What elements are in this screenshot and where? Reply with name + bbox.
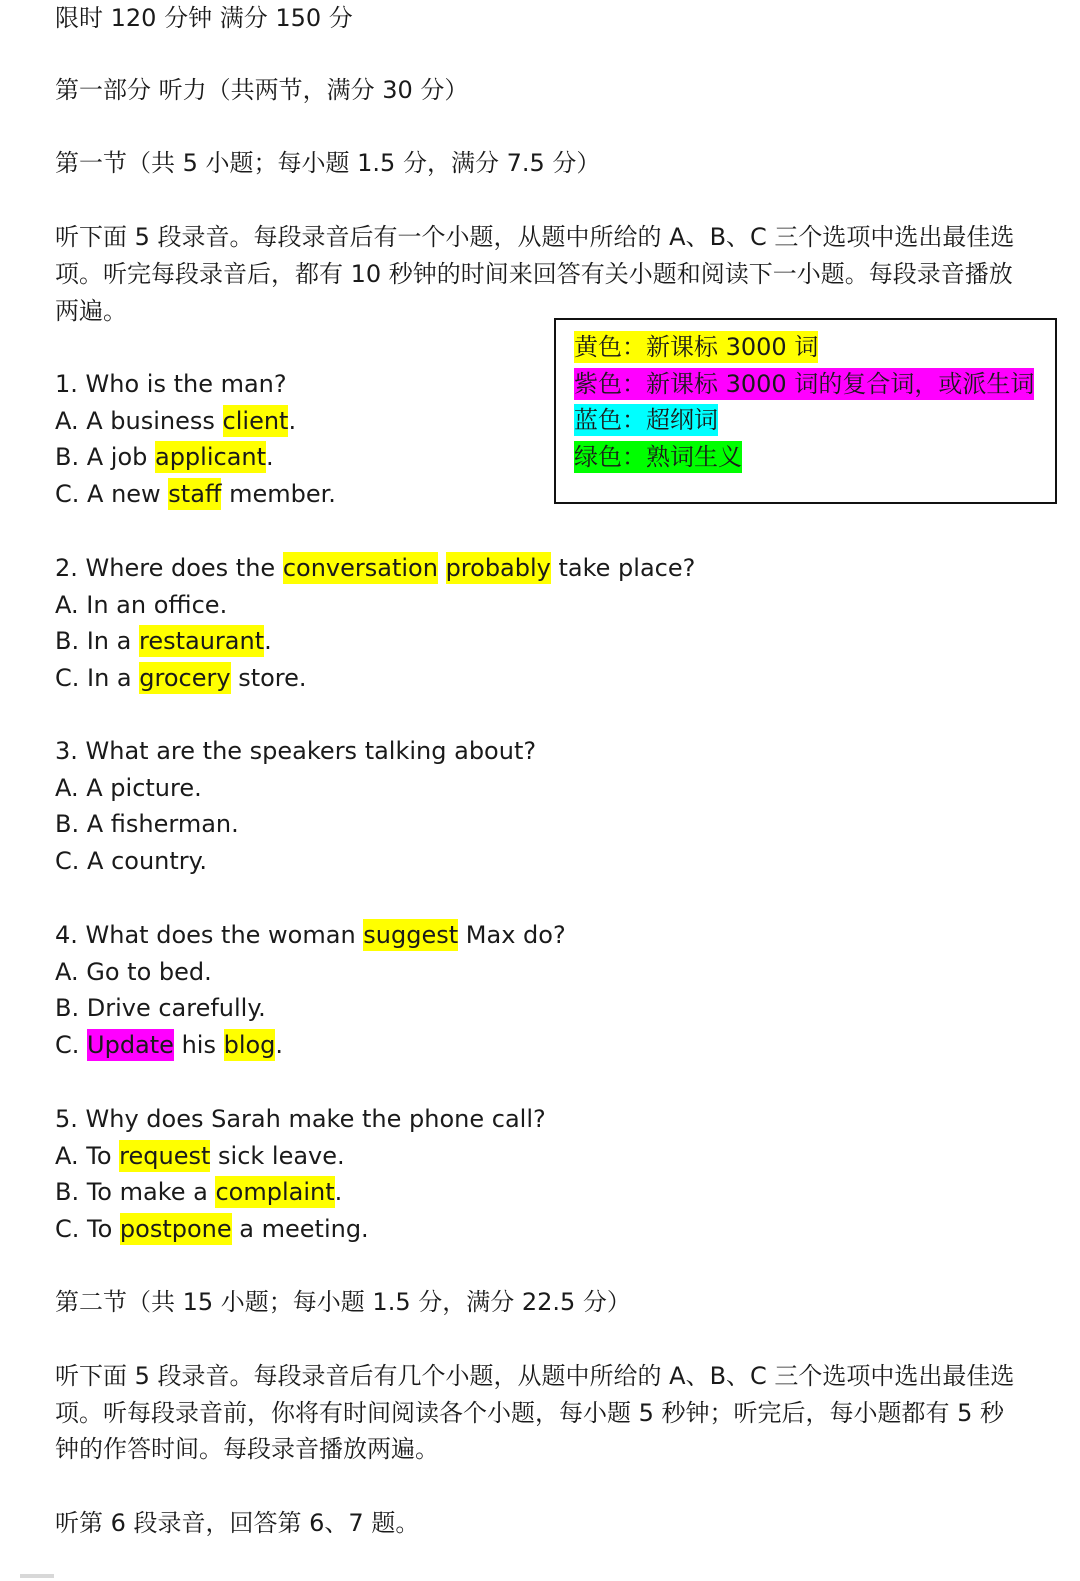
text-segment: 2. Where does the <box>55 554 283 582</box>
part1-title: 第一部分 听力（共两节，满分 30 分） <box>55 76 469 104</box>
section1-instructions-line3: 两遍。 <box>55 297 127 325</box>
highlighted-word: request <box>119 1141 211 1170</box>
question-5-option-b <box>55 1174 342 1210</box>
text-segment: . <box>275 1031 284 1060</box>
section2-instructions-line3: 钟的作答时间。每段录音播放两遍。 <box>55 1435 439 1463</box>
section2-instructions-line2: 项。听每段录音前，你将有时间阅读各个小题，每小题 5 秒钟；听完后，每小题都有 5 秒 <box>55 1399 1005 1427</box>
question-5-option-a <box>55 1138 345 1174</box>
text-segment: . <box>264 627 272 656</box>
text-segment: . <box>266 443 274 472</box>
section2-title: 第二节（共 15 小题；每小题 1.5 分，满分 22.5 分） <box>55 1288 631 1316</box>
text-segment: 4. What does the woman <box>55 921 364 949</box>
question-3-stem <box>55 733 536 769</box>
text-segment: C. <box>55 1031 88 1060</box>
section2-instructions-line1: 听下面 5 段录音。每段录音后有几个小题，从题中所给的 A、B、C 三个选项中选出最佳选 <box>55 1362 1015 1390</box>
text-segment: take place? <box>550 554 696 582</box>
color-legend-box <box>554 318 1057 504</box>
question-2-stem <box>55 550 695 586</box>
legend-entry-yellow <box>574 330 818 364</box>
legend-entry-magenta <box>574 367 1034 401</box>
question-4-option-a <box>55 954 212 990</box>
text-segment: B. A job <box>55 443 155 472</box>
question-3-option-c <box>55 843 207 879</box>
legend-text: 黄色：新课标 3000 词 <box>574 333 819 361</box>
text-segment: his <box>173 1031 224 1060</box>
question-4-option-c <box>55 1027 283 1063</box>
highlighted-word: staff <box>168 480 222 509</box>
text-segment: B. Drive carefully. <box>55 994 266 1023</box>
question-5-option-c <box>55 1211 369 1247</box>
legend-text: 绿色：熟词生义 <box>574 443 742 471</box>
question-1-option-c <box>55 476 336 512</box>
highlighted-word: grocery <box>139 664 231 693</box>
question-5-stem <box>55 1101 546 1137</box>
exam-time-score: 限时 120 分钟 满分 150 分 <box>55 4 353 32</box>
text-segment: Max do? <box>458 921 566 949</box>
question-1-option-b <box>55 439 274 475</box>
question-1-stem <box>55 366 287 402</box>
text-segment: C. In a <box>55 664 140 693</box>
text-segment: A. A business <box>55 406 223 435</box>
question-4-stem <box>55 917 566 953</box>
text-segment: . <box>288 406 297 435</box>
legend-text: 蓝色：超纲词 <box>574 406 718 434</box>
highlighted-word: Update <box>87 1031 174 1060</box>
question-3-option-a <box>55 770 202 806</box>
highlighted-word: conversation <box>282 554 438 582</box>
text-segment: B. To make a <box>55 1178 216 1207</box>
highlighted-word: restaurant <box>138 627 265 656</box>
text-segment: sick leave. <box>210 1141 345 1170</box>
text-segment: B. A fisherman. <box>55 810 239 839</box>
highlighted-word: probably <box>445 554 551 582</box>
text-segment <box>438 554 446 582</box>
text-segment: A. A picture. <box>55 773 202 802</box>
question-3-option-b <box>55 806 239 842</box>
highlighted-word: complaint <box>215 1178 335 1207</box>
text-segment: C. A new <box>55 480 169 509</box>
text-segment: A. Go to bed. <box>55 957 212 986</box>
text-segment: . <box>334 1178 343 1207</box>
text-segment: B. In a <box>55 627 139 656</box>
question-4-option-b <box>55 990 266 1026</box>
highlighted-word: suggest <box>363 921 459 949</box>
text-segment: a meeting. <box>231 1215 369 1244</box>
text-segment: 3. What are the speakers talking about? <box>55 737 537 765</box>
section1-title: 第一节（共 5 小题；每小题 1.5 分，满分 7.5 分） <box>55 149 601 177</box>
question-2-option-b <box>55 623 272 659</box>
section1-instructions-line2: 项。听完每段录音后，都有 10 秒钟的时间来回答有关小题和阅读下一小题。每段录音播放 <box>55 260 1013 288</box>
legend-entry-green <box>574 440 742 474</box>
text-segment: member. <box>221 480 336 509</box>
text-segment: C. To <box>55 1215 120 1244</box>
highlighted-word: applicant <box>154 443 267 472</box>
text-segment: store. <box>230 664 307 693</box>
question-2-option-a <box>55 587 227 623</box>
legend-text: 紫色：新课标 3000 词的复合词，或派生词 <box>574 370 1035 398</box>
highlighted-word: blog <box>223 1031 276 1060</box>
text-segment: A. To <box>55 1141 120 1170</box>
question-1-option-a <box>55 403 296 439</box>
section2-sub-instruction: 听第 6 段录音，回答第 6、7 题。 <box>55 1509 420 1537</box>
question-2-option-c <box>55 660 307 696</box>
highlighted-word: client <box>222 406 289 435</box>
text-segment: C. A country. <box>55 847 208 876</box>
legend-entry-cyan <box>574 403 718 437</box>
text-segment: 5. Why does Sarah make the phone call? <box>55 1105 546 1133</box>
highlighted-word: postpone <box>119 1215 232 1244</box>
text-segment: 1. Who is the man? <box>55 370 287 398</box>
bottom-divider <box>20 1574 54 1578</box>
text-segment: A. In an office. <box>55 590 228 619</box>
section1-instructions-line1: 听下面 5 段录音。每段录音后有一个小题，从题中所给的 A、B、C 三个选项中选出最佳选 <box>55 223 1015 251</box>
